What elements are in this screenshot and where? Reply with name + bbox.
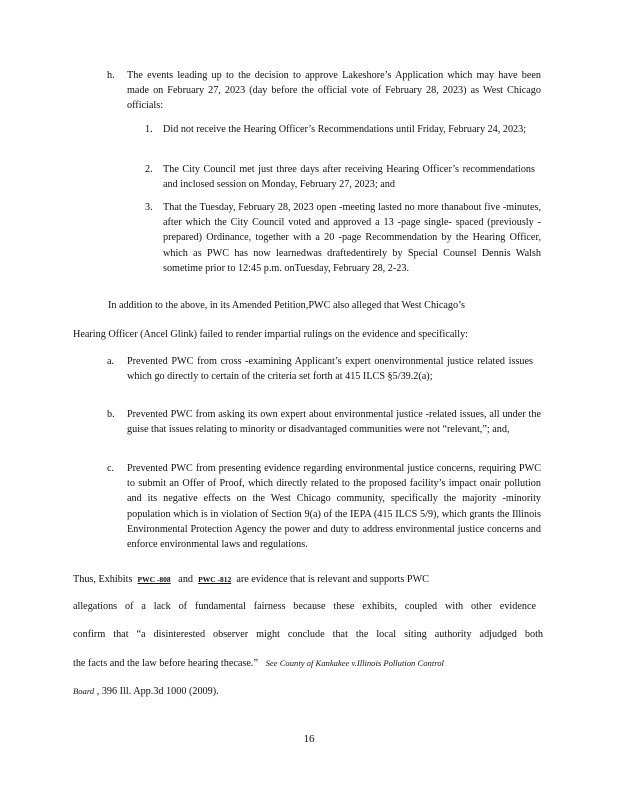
intro-line-1: In addition to the above, in its Amended Petition,PWC also alleged that West Chicago’s bbox=[108, 300, 465, 311]
case-citation-cont: Board bbox=[73, 686, 95, 696]
list-marker-b: b. bbox=[107, 409, 115, 420]
exhibit-ref-808: PWC -808 bbox=[137, 575, 171, 584]
sublist-item-3: That the Tuesday, February 28, 2023 open -meeting lasted no more thanabout five -minutes, after which the City Council voted and approved a 13 -page single- spaced (previously -prepared) Ordinance, together with a 20 -page Recommendation by the Hearing Officer, which as PWC has now learnedwas draftedentirely by Special Counsel Dennis Walsh sometime prior to 12:45 p.m. onTuesday, February 28, 2-23. bbox=[163, 202, 541, 274]
sublist-item-2: The City Council met just three days after receiving Hearing Officer’s recommendations and inclosed session on Monday, February 27, 2023; and bbox=[163, 164, 535, 191]
list-marker-c: c. bbox=[107, 463, 115, 474]
sublist-marker-2: 2. bbox=[145, 164, 153, 175]
list-marker-a: a. bbox=[107, 356, 115, 367]
sublist-marker-1: 1. bbox=[145, 124, 153, 135]
list-item-b: Prevented PWC from asking its own expert about environmental justice -related issues, all under the guise that issues relating to minority or disadvantaged communities were not “relevant,”; and, bbox=[127, 409, 541, 436]
page-number: 16 bbox=[303, 733, 315, 745]
conclusion-line-4: the facts and the law before hearing thecase.” See County of Kankakee v.Illinois Pollution Control bbox=[73, 658, 444, 669]
case-citation: See County of Kankakee v.Illinois Pollution Control bbox=[265, 658, 444, 668]
list-item-h: The events leading up to the decision to approve Lakeshore’s Application which may have been made on February 27, 2023 (day before the official vote of February 28, 2023) as West Chicago officials: bbox=[127, 70, 541, 112]
list-item-c: Prevented PWC from presenting evidence regarding environmental justice concerns, requiring PWC to submit an Offer of Proof, which directly related to the proposed facility’s impact onair pollution and its negative effects on the West Chicago community, specifically the majority -minority population which is in violation of Section 9(a) of the IEPA (415 ILCS 5/9), which grants the Illinois Environmental Protection Agency the power and duty to address environmental justice concerns and enforce environmental laws and regulations. bbox=[127, 463, 541, 551]
intro-line-2: Hearing Officer (Ancel Glink) failed to render impartial rulings on the evidence and specifically: bbox=[73, 329, 468, 340]
list-item-a: Prevented PWC from cross -examining Applicant’s expert onenvironmental justice related issues which go directly to certain of the criteria set forth at 415 ILCS §5/39.2(a); bbox=[127, 356, 533, 383]
list-marker-h: h. bbox=[107, 70, 115, 81]
sublist-marker-3: 3. bbox=[145, 202, 153, 213]
conclusion-line-3: confirm that “a disinterested observer might conclude that the local siting authority adjudged both bbox=[73, 629, 543, 640]
conclusion-line-5: Board , 396 Ill. App.3d 1000 (2009). bbox=[73, 686, 219, 697]
exhibit-ref-812: PWC -812 bbox=[198, 575, 232, 584]
sublist-item-1: Did not receive the Hearing Officer’s Recommendations until Friday, February 24, 2023; bbox=[163, 124, 527, 135]
conclusion-line-1: Thus, Exhibits PWC -808 and PWC -812 are evidence that is relevant and supports PWC bbox=[73, 574, 429, 585]
conclusion-line-2: allegations of a lack of fundamental fairness because these exhibits, coupled with other evidence bbox=[73, 601, 536, 612]
